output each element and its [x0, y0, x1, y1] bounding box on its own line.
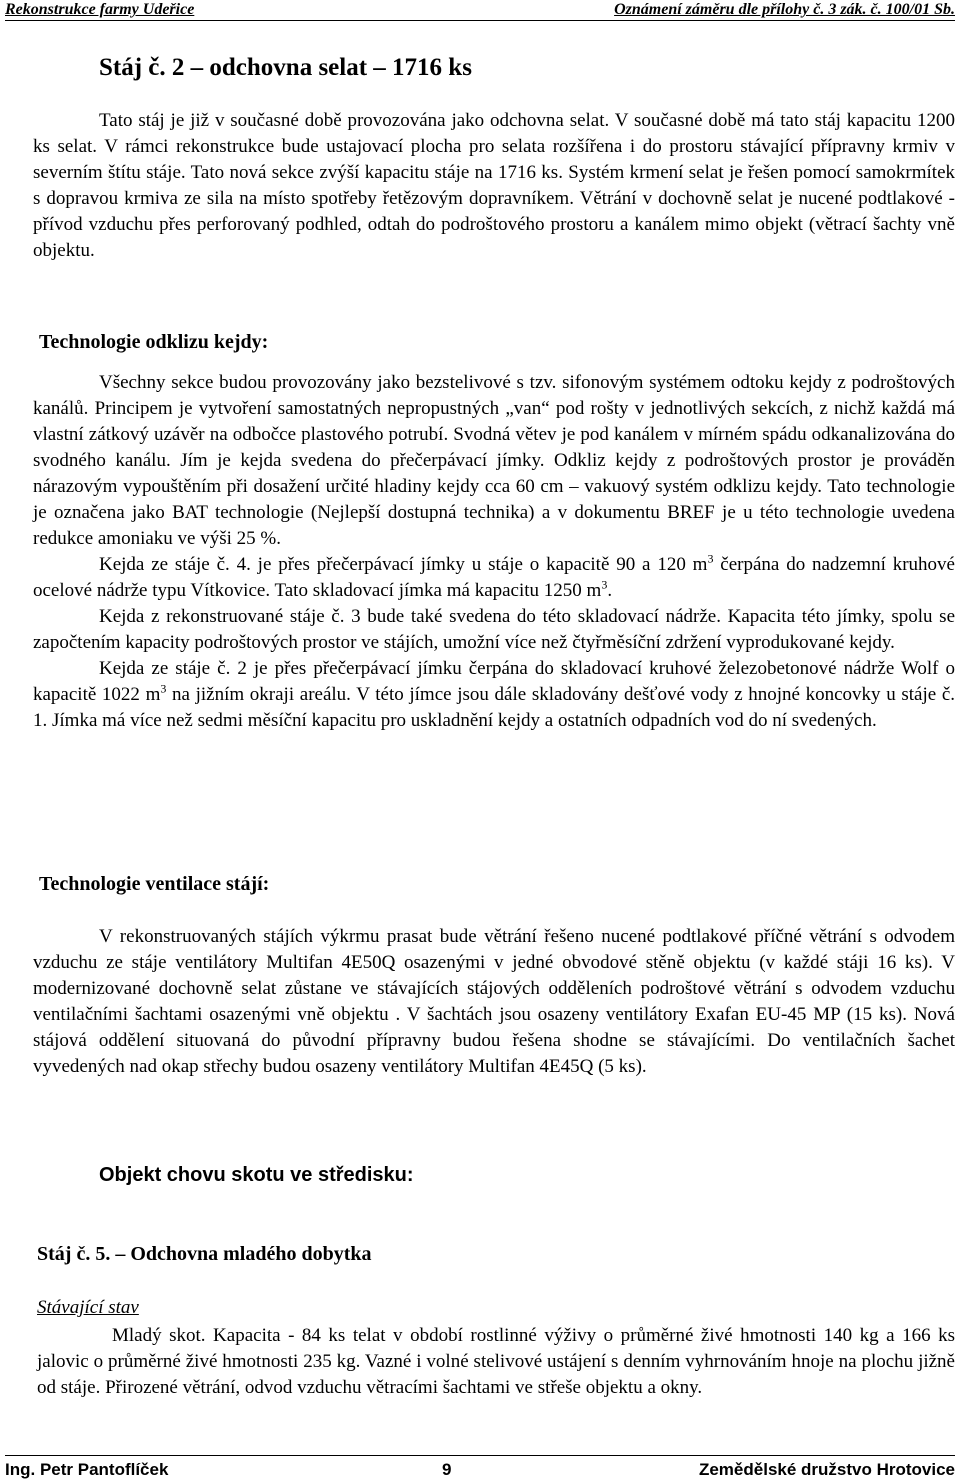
section-title-ventilation: Technologie ventilace stájí: — [39, 873, 270, 895]
paragraph-ventilation — [33, 924, 955, 1080]
paragraph-text-stable-2 — [33, 656, 955, 734]
paragraph-text-stable-4 — [33, 552, 955, 604]
paragraph-text: Tato stáj je již v současné době provozována jako odchovna selat. V současné době má tato stáj kapacitu 1200 ks selat. V rámci rekonstrukce bude ustajovací plocha pro selata rozšířena i do prostoru stávající přípravny krmiv v severním štítu stáje. Tato nová sekce zvýší kapacitu stáje na 1716 ks. Systém krmení selat je řešen pomocí samokrmítek s dopravou krmiva ze sila na místo spotřeby řetězovým dopravníkem. Větrání v dochovně selat je nucené podtlakové - přívod vzduchu přes perforovaný podhled, odtah do podroštového prostoru a kanálem mimo objekt (větrací šachty vně objektu. — [33, 110, 955, 261]
superscript: 3 — [160, 681, 167, 696]
header-right-title: Oznámení záměru dle přílohy č. 3 zák. č. 100/01 Sb. — [614, 1, 955, 18]
text-run: Kejda ze stáje č. 4. je přes přečerpávací jímky u stáje o kapacitě 90 a 120 m — [99, 554, 708, 575]
header-left-title: Rekonstrukce farmy Udeřice — [5, 1, 195, 18]
text-run: čerpána do nadzemní kruhové ocelové nádrže typu Vítkovice. Tato skladovací jímka má kapacitu 1250 m — [33, 554, 955, 601]
paragraph-cattle — [37, 1323, 955, 1401]
superscript: 3 — [707, 551, 714, 566]
page-footer — [5, 1455, 955, 1482]
superscript: 3 — [601, 577, 608, 592]
paragraph-manure-block — [33, 370, 955, 734]
footer-organization: Zemědělské družstvo Hrotovice — [698, 1460, 955, 1479]
text-run: . — [607, 580, 613, 601]
paragraph-stable-2 — [33, 108, 955, 264]
page-number: 9 — [442, 1460, 452, 1479]
paragraph-text: V rekonstruovaných stájích výkrmu prasat bude větrání řešeno nucené podtlakové příčné větrání s odvodem vzduchu ze stáje ventilátory Multifan 4E50Q osazenými v jedné obvodové stěně objektu (v každé stáji 16 ks). V modernizované dochovně selat zůstane ve stávajících stájových odděleních podroštové větrání s odvodem vzduchu ventilačními šachtami osazenými vně objektu . V šachtách jsou osazeny ventilátory Exafan EU-45 MP (15 ks). Nová stájová oddělení situovaná do původní přípravny budou řešena shodne se stávajícími. Do ventilačních šachet vyvedených nad okap střechy budou osazeny ventilátory Multifan 4E45Q (5 ks). — [33, 926, 955, 1077]
text-run: Kejda ze stáje č. 2 je přes přečerpávací jímku čerpána do skladovací kruhové železobetonové nádrže Wolf o kapacitě 1022 m — [33, 658, 955, 705]
section-title-stable-2: Stáj č. 2 – odchovna selat – 1716 ks — [99, 54, 472, 81]
page-header — [5, 0, 955, 21]
current-state-label: Stávající stav — [37, 1297, 139, 1318]
paragraph-text: Všechny sekce budou provozovány jako bezstelivové s tzv. sifonovým systémem odtoku kejdy z podroštových kanálů. Principem je vytvoření samostatných nepropustných „van“ pod rošty v jednotlivých sekcích, z nichž každá má vlastní zátkový uzávěr na odbočce plastového potrubí. Svodná větev je pod kanálem v mírném spádu odkanalizována do svodného kanálu. Jím je kejda svedena do přečerpávací jímky. Odkliz kejdy z podroštových prostor je prováděn nárazovým vypouštěním při dosažení určité hladiny kejdy cca 60 cm – vakuový systém odklizu kejdy. Tato technologie je označena jako BAT technologie (Nejlepší dostupná technika) a v dokumentu BREF je u této technologie uvedena redukce amoniaku ve výši 25 %. — [33, 372, 955, 549]
paragraph-text: Mladý skot. Kapacita - 84 ks telat v období rostlinné výživy o průměrné živé hmotnosti 140 kg a 166 ks jalovic o průměrné živé hmotnosti 235 kg. Vazné i volné stelivové ustájení s denním vyhrnováním hnoje na plochu jižně od stáje. Přirozené větrání, odvod vzduchu větracími šachtami ve střeše objektu a okny. — [37, 1325, 955, 1398]
section-title-cattle: Objekt chovu skotu ve středisku: — [99, 1164, 414, 1186]
paragraph-text: Kejda z rekonstruované stáje č. 3 bude také svedena do této skladovací nádrže. Kapacita této jímky, spolu se započtením kapacity podroštových prostor ve stájích, umožní více než čtyřměsíční zdržení vyprodukované kejdy. — [33, 606, 955, 653]
section-title-manure: Technologie odklizu kejdy: — [39, 331, 269, 353]
text-run: na jižním okraji areálu. V této jímce jsou dále skladovány dešťové vody z hnojné koncovky u stáje č. 1. Jímka má více než sedmi měsíční kapacitu pro uskladnění kejdy a ostatních odpadních vod do ní svedených. — [33, 684, 956, 731]
footer-author: Ing. Petr Pantoflíček — [5, 1460, 169, 1479]
subsection-title-stable-5: Stáj č. 5. – Odchovna mladého dobytka — [37, 1243, 372, 1265]
